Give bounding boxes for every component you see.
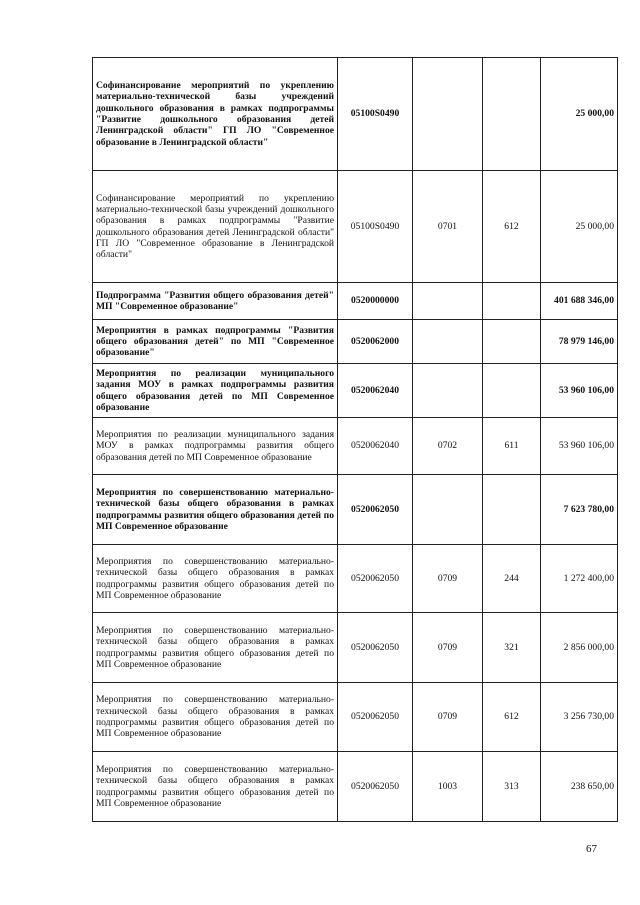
row-name-cell: Подпрограмма "Развития общего образования детей" МП "Современное образование" [93,283,338,320]
row-type-cell [483,475,541,545]
row-section-cell: 0702 [413,418,483,475]
row-amount-cell: 2 856 000,00 [541,613,618,683]
table-row [93,418,618,475]
row-section-cell: 0709 [413,613,483,683]
row-code-cell: 05100S0490 [338,58,413,171]
row-name-cell: Мероприятия по реализации муниципального задания МОУ в рамках подпрограммы развития общего образования детей по МП Современное образование [93,418,338,475]
table-row [93,320,618,364]
row-type-cell: 321 [483,613,541,683]
budget-table [92,57,618,822]
row-amount-cell: 1 272 400,00 [541,545,618,613]
row-name-cell: Софинансирование мероприятий по укреплению материально-технической базы учреждений дошкольного образования в рамках подпрограммы "Развитие дошкольного образования детей Ленинградской области" ГП ЛО "Современное образование в Ленинградской области" [93,58,338,171]
row-type-cell: 611 [483,418,541,475]
row-section-cell [413,364,483,418]
row-type-cell: 612 [483,171,541,283]
table-row [93,58,618,171]
row-code-cell: 0520062050 [338,613,413,683]
row-amount-cell: 25 000,00 [541,171,618,283]
row-name-cell: Мероприятия по совершенствованию материально-технической базы общего образования в рамках подпрограммы развития общего образования детей по МП Современное образование [93,545,338,613]
table-row [93,545,618,613]
table-row [93,364,618,418]
row-type-cell [483,364,541,418]
row-code-cell: 0520062050 [338,683,413,752]
table-row [93,683,618,752]
row-code-cell: 0520000000 [338,283,413,320]
row-type-cell [483,283,541,320]
row-section-cell [413,283,483,320]
row-code-cell: 0520062040 [338,418,413,475]
table-row [93,283,618,320]
row-amount-cell: 7 623 780,00 [541,475,618,545]
budget-table-body [93,58,618,822]
page-number: 67 [586,843,597,855]
row-amount-cell: 401 688 346,00 [541,283,618,320]
row-name-cell: Мероприятия в рамках подпрограммы "Развития общего образования детей" по МП "Современное образование" [93,320,338,364]
table-row [93,752,618,822]
row-code-cell: 0520062050 [338,752,413,822]
row-type-cell: 244 [483,545,541,613]
row-type-cell: 313 [483,752,541,822]
row-name-cell: Софинансирование мероприятий по укреплению материально-технической базы учреждений дошкольного образования в рамках подпрограммы "Развитие дошкольного образования детей Ленинградской области" ГП ЛО "Современное образование в Ленинградской области" [93,171,338,283]
row-type-cell [483,58,541,171]
row-type-cell [483,320,541,364]
row-code-cell: 0520062040 [338,364,413,418]
row-amount-cell: 25 000,00 [541,58,618,171]
row-amount-cell: 53 960 106,00 [541,364,618,418]
row-code-cell: 0520062050 [338,475,413,545]
row-type-cell: 612 [483,683,541,752]
row-code-cell: 0520062000 [338,320,413,364]
row-name-cell: Мероприятия по совершенствованию материально-технической базы общего образования в рамках подпрограммы развития общего образования детей по МП Современное образование [93,683,338,752]
row-name-cell: Мероприятия по совершенствованию материально-технической базы общего образования в рамках подпрограммы развития общего образования детей по МП Современное образование [93,613,338,683]
row-name-cell: Мероприятия по совершенствованию материально-технической базы общего образования в рамках подпрограммы развития общего образования детей по МП Современное образование [93,752,338,822]
row-section-cell [413,320,483,364]
row-section-cell: 0709 [413,683,483,752]
row-section-cell: 1003 [413,752,483,822]
row-section-cell: 0701 [413,171,483,283]
row-name-cell: Мероприятия по реализации муниципального задания МОУ в рамках подпрограммы развития общего образования детей по МП Современное образование [93,364,338,418]
row-section-cell [413,58,483,171]
row-section-cell [413,475,483,545]
row-amount-cell: 53 960 106,00 [541,418,618,475]
row-code-cell: 05100S0490 [338,171,413,283]
row-section-cell: 0709 [413,545,483,613]
row-amount-cell: 78 979 146,00 [541,320,618,364]
table-row [93,171,618,283]
row-name-cell: Мероприятия по совершенствованию материально-технической базы общего образования в рамках подпрограммы развития общего образования детей по МП Современное образование [93,475,338,545]
table-row [93,613,618,683]
row-amount-cell: 3 256 730,00 [541,683,618,752]
table-row [93,475,618,545]
row-code-cell: 0520062050 [338,545,413,613]
row-amount-cell: 238 650,00 [541,752,618,822]
